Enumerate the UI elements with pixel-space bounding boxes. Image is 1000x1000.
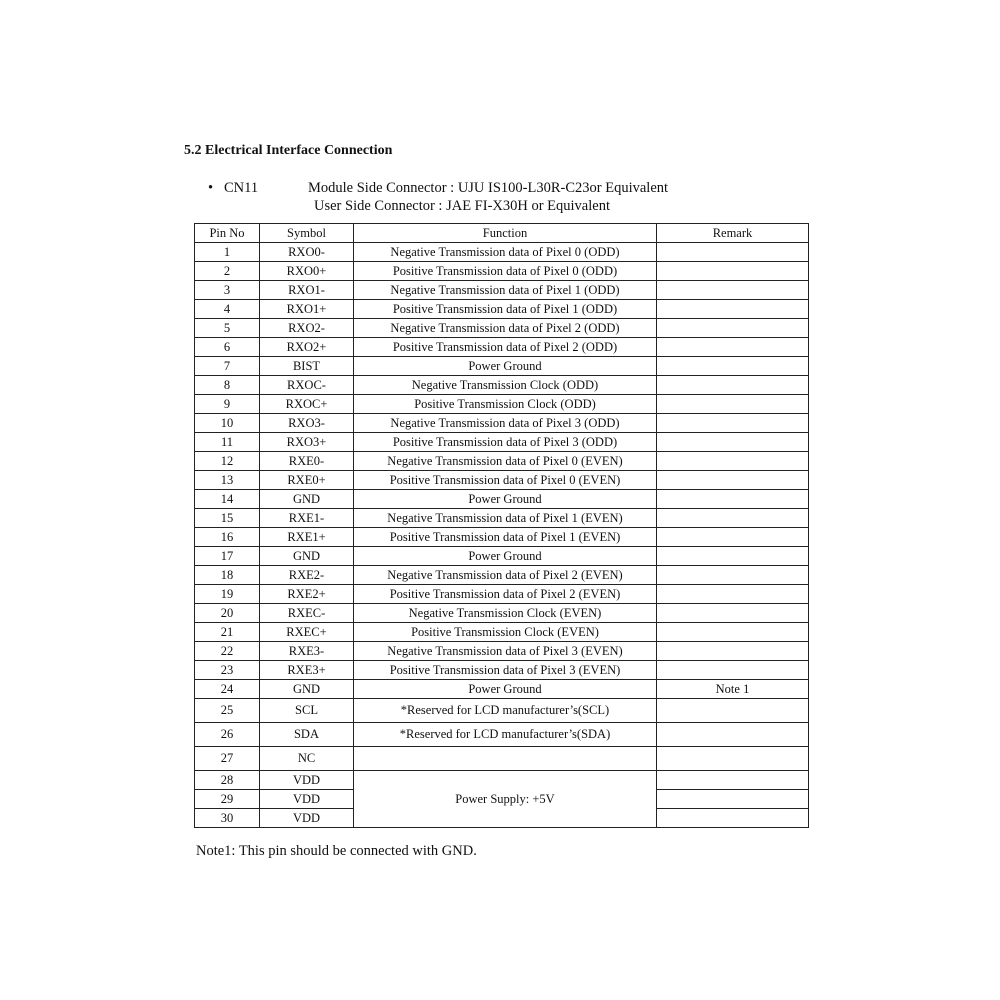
remark-cell	[657, 281, 809, 300]
remark-cell	[657, 490, 809, 509]
pin-no-cell: 28	[195, 771, 260, 790]
table-row	[195, 661, 809, 680]
function-cell: Positive Transmission data of Pixel 0 (EVEN)	[354, 471, 657, 490]
function-cell: Positive Transmission data of Pixel 2 (ODD)	[354, 338, 657, 357]
pin-no-cell: 7	[195, 357, 260, 376]
remark-cell	[657, 585, 809, 604]
function-cell: Negative Transmission Clock (EVEN)	[354, 604, 657, 623]
user-side-connector: User Side Connector : JAE FI-X30H or Equivalent	[314, 198, 610, 214]
symbol-cell: GND	[260, 680, 354, 699]
symbol-cell: SDA	[260, 723, 354, 747]
table-row	[195, 528, 809, 547]
table-row	[195, 623, 809, 642]
pin-no-cell: 30	[195, 809, 260, 828]
pin-no-cell: 23	[195, 661, 260, 680]
function-cell: Positive Transmission Clock (ODD)	[354, 395, 657, 414]
remark-cell	[657, 433, 809, 452]
table-row	[195, 452, 809, 471]
function-cell-power-supply: Power Supply: +5V	[354, 771, 657, 828]
function-cell: Negative Transmission data of Pixel 1 (EVEN)	[354, 509, 657, 528]
remark-cell	[657, 566, 809, 585]
symbol-cell: RXOC-	[260, 376, 354, 395]
pin-no-cell: 19	[195, 585, 260, 604]
table-row	[195, 680, 809, 699]
table-row	[195, 585, 809, 604]
footnote: Note1: This pin should be connected with GND.	[196, 843, 477, 859]
remark-cell	[657, 809, 809, 828]
symbol-cell: SCL	[260, 699, 354, 723]
remark-cell	[657, 376, 809, 395]
function-cell: Negative Transmission data of Pixel 2 (EVEN)	[354, 566, 657, 585]
symbol-cell: RXE3-	[260, 642, 354, 661]
function-cell: Positive Transmission Clock (EVEN)	[354, 623, 657, 642]
pin-no-cell: 1	[195, 243, 260, 262]
function-cell: Positive Transmission data of Pixel 3 (EVEN)	[354, 661, 657, 680]
symbol-cell: RXE3+	[260, 661, 354, 680]
remark-cell	[657, 262, 809, 281]
remark-cell	[657, 509, 809, 528]
table-row	[195, 471, 809, 490]
function-cell: Negative Transmission data of Pixel 2 (ODD)	[354, 319, 657, 338]
pin-no-cell: 22	[195, 642, 260, 661]
symbol-cell: GND	[260, 490, 354, 509]
pin-no-cell: 21	[195, 623, 260, 642]
remark-cell	[657, 528, 809, 547]
remark-cell	[657, 642, 809, 661]
table-header-row	[195, 224, 809, 243]
table-row	[195, 262, 809, 281]
pin-no-cell: 11	[195, 433, 260, 452]
pin-no-cell: 2	[195, 262, 260, 281]
symbol-cell: RXO3+	[260, 433, 354, 452]
symbol-cell: RXO1+	[260, 300, 354, 319]
table-row	[195, 604, 809, 623]
function-cell: Power Ground	[354, 357, 657, 376]
remark-cell	[657, 747, 809, 771]
table-row	[195, 376, 809, 395]
remark-cell	[657, 699, 809, 723]
table-row	[195, 243, 809, 262]
symbol-cell: RXE2+	[260, 585, 354, 604]
table-row	[195, 509, 809, 528]
remark-cell	[657, 414, 809, 433]
header-remark: Remark	[657, 224, 809, 243]
remark-cell	[657, 395, 809, 414]
function-cell: *Reserved for LCD manufacturer’s(SCL)	[354, 699, 657, 723]
symbol-cell: VDD	[260, 790, 354, 809]
pin-no-cell: 18	[195, 566, 260, 585]
remark-cell	[657, 623, 809, 642]
function-cell: Positive Transmission data of Pixel 2 (EVEN)	[354, 585, 657, 604]
symbol-cell: RXO0-	[260, 243, 354, 262]
pin-no-cell: 24	[195, 680, 260, 699]
function-cell: Negative Transmission Clock (ODD)	[354, 376, 657, 395]
header-function: Function	[354, 224, 657, 243]
function-cell: Positive Transmission data of Pixel 1 (ODD)	[354, 300, 657, 319]
remark-cell	[657, 357, 809, 376]
pin-no-cell: 15	[195, 509, 260, 528]
symbol-cell: RXO1-	[260, 281, 354, 300]
connector-line	[208, 180, 668, 197]
pin-no-cell: 8	[195, 376, 260, 395]
pin-no-cell: 5	[195, 319, 260, 338]
pin-no-cell: 6	[195, 338, 260, 357]
symbol-cell: BIST	[260, 357, 354, 376]
function-cell	[354, 747, 657, 771]
function-cell: Negative Transmission data of Pixel 3 (EVEN)	[354, 642, 657, 661]
table-row	[195, 395, 809, 414]
table-row	[195, 771, 809, 790]
pin-no-cell: 25	[195, 699, 260, 723]
function-cell: Power Ground	[354, 490, 657, 509]
symbol-cell: RXE1-	[260, 509, 354, 528]
symbol-cell: RXO2-	[260, 319, 354, 338]
remark-cell	[657, 771, 809, 790]
remark-cell	[657, 452, 809, 471]
pin-no-cell: 3	[195, 281, 260, 300]
function-cell: Negative Transmission data of Pixel 3 (ODD)	[354, 414, 657, 433]
pin-no-cell: 26	[195, 723, 260, 747]
symbol-cell: RXO3-	[260, 414, 354, 433]
pin-no-cell: 29	[195, 790, 260, 809]
remark-cell	[657, 661, 809, 680]
symbol-cell: VDD	[260, 809, 354, 828]
remark-cell	[657, 547, 809, 566]
function-cell: Power Ground	[354, 547, 657, 566]
module-side-connector: Module Side Connector : UJU IS100-L30R-C23or Equivalent	[308, 180, 669, 196]
pin-no-cell: 12	[195, 452, 260, 471]
symbol-cell: RXE2-	[260, 566, 354, 585]
symbol-cell: NC	[260, 747, 354, 771]
remark-cell	[657, 604, 809, 623]
remark-cell	[657, 300, 809, 319]
function-cell: Negative Transmission data of Pixel 0 (EVEN)	[354, 452, 657, 471]
table-row	[195, 699, 809, 723]
bullet-icon: •	[208, 180, 214, 196]
symbol-cell: RXE1+	[260, 528, 354, 547]
remark-cell	[657, 790, 809, 809]
symbol-cell: RXEC+	[260, 623, 354, 642]
pin-no-cell: 14	[195, 490, 260, 509]
function-cell: Positive Transmission data of Pixel 3 (ODD)	[354, 433, 657, 452]
pin-no-cell: 20	[195, 604, 260, 623]
remark-cell	[657, 471, 809, 490]
section-heading: 5.2 Electrical Interface Connection	[184, 143, 393, 158]
remark-cell: Note 1	[657, 680, 809, 699]
function-cell: *Reserved for LCD manufacturer’s(SDA)	[354, 723, 657, 747]
pin-no-cell: 13	[195, 471, 260, 490]
remark-cell	[657, 243, 809, 262]
symbol-cell: RXE0-	[260, 452, 354, 471]
table-row	[195, 547, 809, 566]
function-cell: Positive Transmission data of Pixel 0 (ODD)	[354, 262, 657, 281]
remark-cell	[657, 338, 809, 357]
function-cell: Negative Transmission data of Pixel 1 (ODD)	[354, 281, 657, 300]
symbol-cell: GND	[260, 547, 354, 566]
symbol-cell: RXO0+	[260, 262, 354, 281]
table-row	[195, 433, 809, 452]
symbol-cell: VDD	[260, 771, 354, 790]
pin-no-cell: 17	[195, 547, 260, 566]
function-cell: Positive Transmission data of Pixel 1 (EVEN)	[354, 528, 657, 547]
symbol-cell: RXE0+	[260, 471, 354, 490]
table-row	[195, 319, 809, 338]
pin-no-cell: 9	[195, 395, 260, 414]
table-row	[195, 747, 809, 771]
table-row	[195, 300, 809, 319]
table-row	[195, 338, 809, 357]
table-row	[195, 642, 809, 661]
remark-cell	[657, 319, 809, 338]
header-pin-no: Pin No	[195, 224, 260, 243]
table-row	[195, 281, 809, 300]
symbol-cell: RXO2+	[260, 338, 354, 357]
table-row	[195, 566, 809, 585]
pin-assignment-table	[194, 223, 809, 828]
symbol-cell: RXEC-	[260, 604, 354, 623]
table-row	[195, 723, 809, 747]
pin-no-cell: 16	[195, 528, 260, 547]
function-cell: Power Ground	[354, 680, 657, 699]
table-row	[195, 490, 809, 509]
table-row	[195, 414, 809, 433]
header-symbol: Symbol	[260, 224, 354, 243]
function-cell: Negative Transmission data of Pixel 0 (ODD)	[354, 243, 657, 262]
pin-no-cell: 10	[195, 414, 260, 433]
pin-no-cell: 4	[195, 300, 260, 319]
connector-name: CN11	[224, 180, 259, 196]
symbol-cell: RXOC+	[260, 395, 354, 414]
pin-no-cell: 27	[195, 747, 260, 771]
remark-cell	[657, 723, 809, 747]
table-row	[195, 357, 809, 376]
